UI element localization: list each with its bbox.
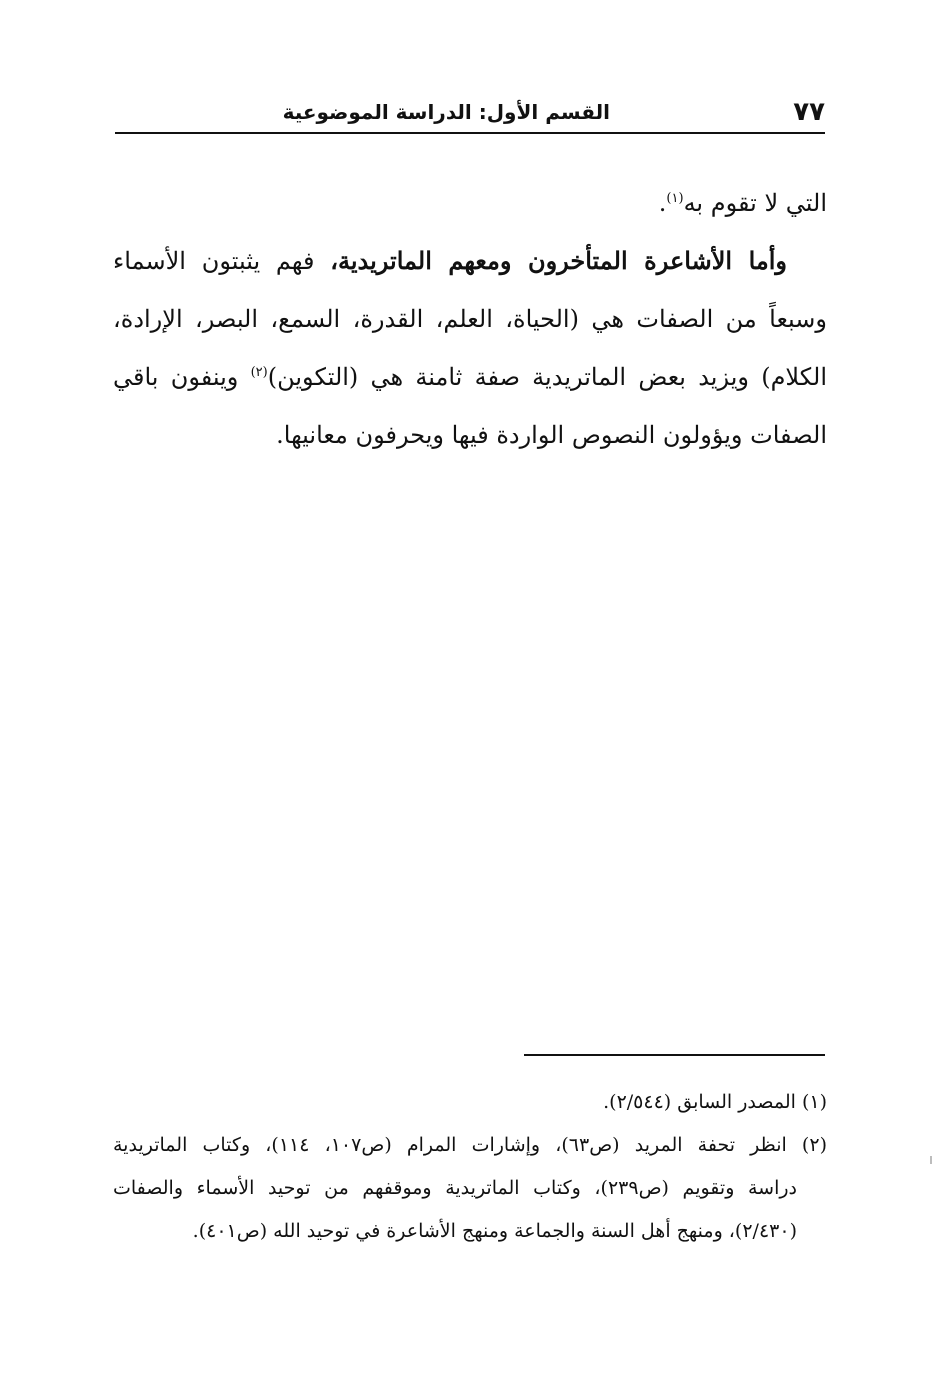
scan-margin-mark — [930, 1156, 932, 1164]
body-line-1-end: . — [658, 189, 667, 217]
footnote-2-line-3: (٢/٤٣٠)، ومنهج أهل السنة والجماعة ومنهج الأشاعرة في توحيد الله (ص٤٠١). — [192, 1220, 797, 1242]
body-line-2-bold: وأما الأشاعرة المتأخرون ومعهم الماتريدية، — [330, 246, 788, 275]
body-line-4-before: الكلام) ويزيد بعض الماتريدية صفة ثامنة هي (التكوين) — [267, 363, 827, 391]
footnote-2-line-1: (٢) انظر تحفة المريد (ص٦٣)، وإشارات المرام (ص١٠٧، ١١٤)، وكتاب الماتريدية — [113, 1134, 827, 1156]
body-line-4-after: وينفون باقي — [113, 363, 251, 391]
footnote-ref-2: (٢) — [250, 365, 268, 380]
page-number: ٧٧ — [793, 97, 825, 127]
footnote-rule — [524, 1054, 825, 1056]
body-line-3: وسبعاً من الصفات هي (الحياة، العلم، القدرة، السمع، البصر، الإرادة، — [113, 305, 827, 333]
running-title: القسم الأول: الدراسة الموضوعية — [282, 100, 610, 124]
footnote-1: (١) المصدر السابق (٢/٥٤٤). — [603, 1091, 827, 1113]
page-header — [115, 92, 825, 132]
body-line-1-text: التي لا تقوم به — [683, 189, 827, 217]
body-line-1 — [113, 174, 827, 232]
header-rule — [115, 132, 825, 134]
body-line-2-rest: فهم يثبتون الأسماء — [113, 247, 331, 275]
body-line-5: الصفات ويؤولون النصوص الواردة فيها ويحرفون معانيها. — [276, 421, 827, 449]
footnote-ref-1: (١) — [666, 191, 684, 206]
body-line-4 — [113, 348, 827, 406]
body-text — [113, 174, 827, 464]
body-line-2 — [113, 232, 827, 290]
footnote-2-line-2: دراسة وتقويم (ص٢٣٩)، وكتاب الماتريدية وموقفهم من توحيد الأسماء والصفات — [113, 1177, 797, 1199]
footnotes — [113, 1081, 827, 1253]
